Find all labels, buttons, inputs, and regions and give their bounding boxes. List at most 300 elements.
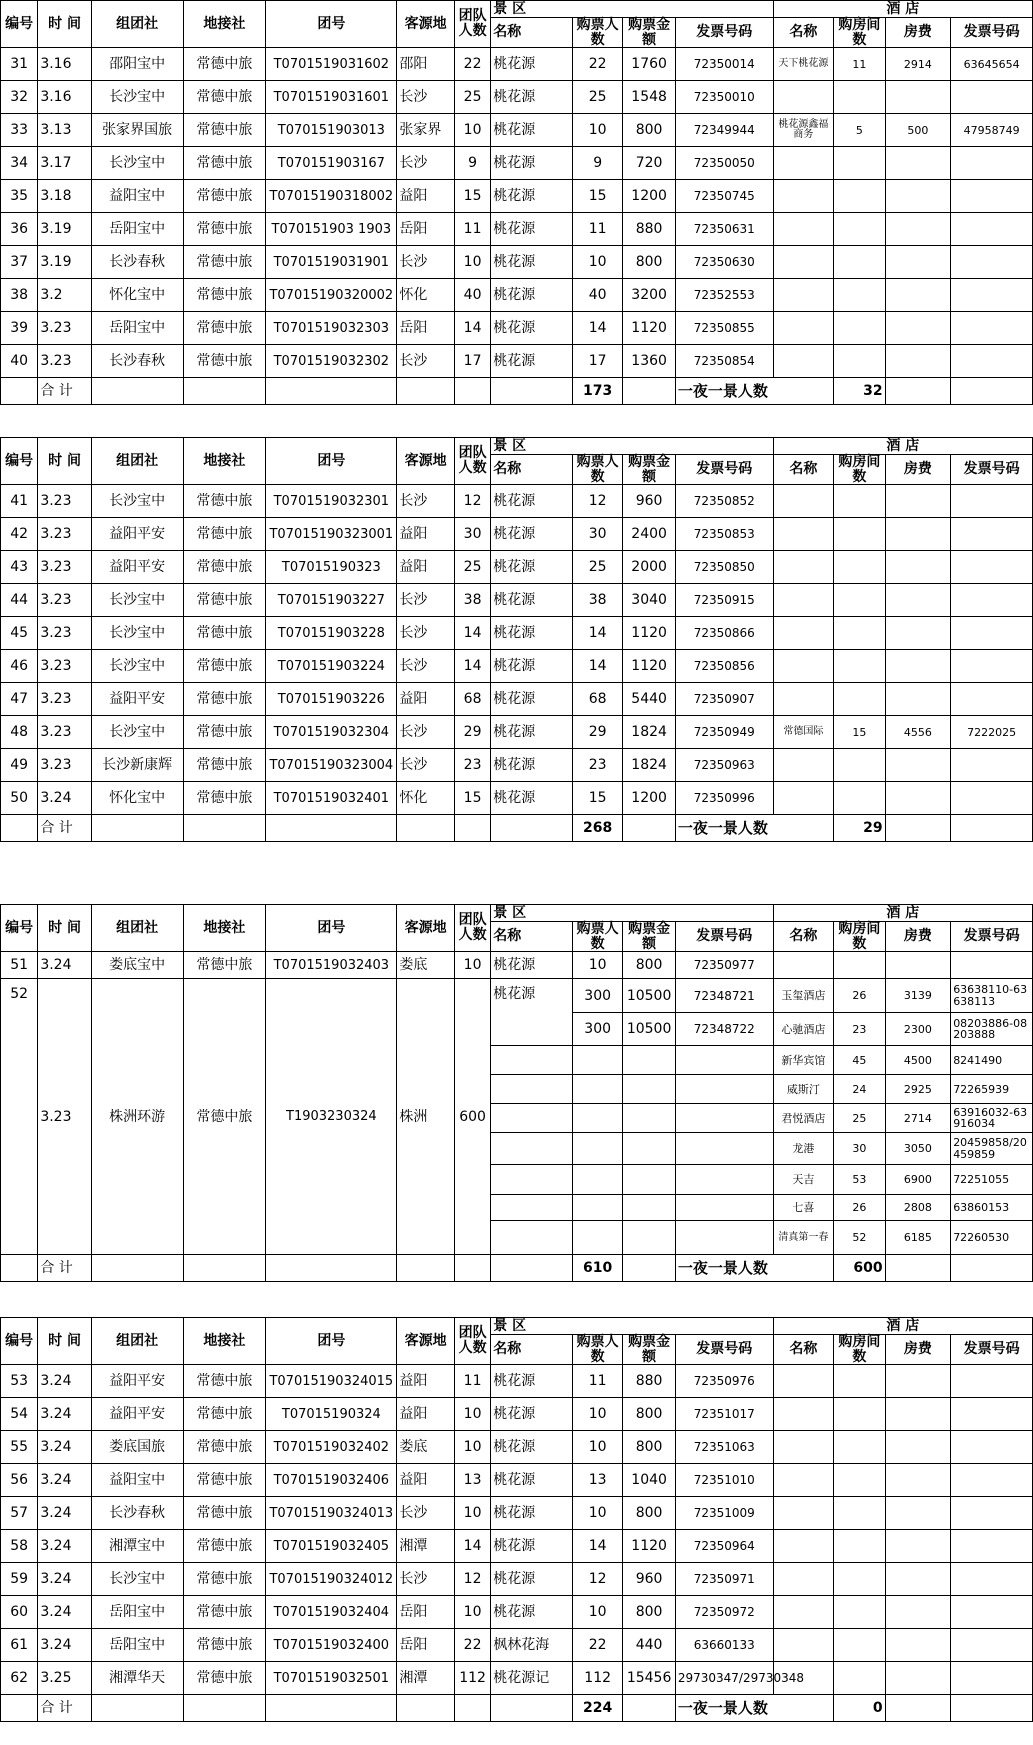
row-fee xyxy=(885,518,951,551)
row-invoice: 72350964 xyxy=(675,1530,773,1563)
row-invoice: 72350856 xyxy=(675,650,773,683)
table-row xyxy=(1,518,1033,551)
row-org: 益阳宝中 xyxy=(91,1464,183,1497)
cell xyxy=(266,378,397,405)
row-hotel-invoice: 72260530 xyxy=(951,1221,1033,1255)
row-hotel-name xyxy=(773,1629,834,1662)
row-hotel-invoice xyxy=(951,180,1033,213)
row-rooms xyxy=(834,1431,885,1464)
row-no: 36 xyxy=(1,213,38,246)
row-size: 10 xyxy=(454,114,490,147)
row-hotel-invoice xyxy=(951,683,1033,716)
row-fee: 6185 xyxy=(885,1221,951,1255)
row-date: 3.19 xyxy=(38,246,91,279)
header-no: 编号 xyxy=(1,1318,38,1365)
row-fee xyxy=(885,246,951,279)
row-org: 长沙宝中 xyxy=(91,716,183,749)
cell xyxy=(572,1165,622,1195)
header-hotel-invoice: 发票号码 xyxy=(951,455,1033,485)
row-recv: 常德中旅 xyxy=(183,246,266,279)
table-row xyxy=(1,1563,1033,1596)
row-hotel-name xyxy=(773,683,834,716)
row-hotel-invoice: 72265939 xyxy=(951,1075,1033,1104)
row-recv: 常德中旅 xyxy=(183,81,266,114)
row-date: 3.23 xyxy=(38,345,91,378)
row-size: 10 xyxy=(454,952,490,979)
row-fee xyxy=(885,1431,951,1464)
row-recv: 常德中旅 xyxy=(183,147,266,180)
row-recv: 常德中旅 xyxy=(183,979,266,1255)
table-row xyxy=(1,279,1033,312)
row-src: 益阳 xyxy=(397,551,455,584)
row-invoice: 72351010 xyxy=(675,1464,773,1497)
row-size: 22 xyxy=(454,48,490,81)
row-invoice: 72348722 xyxy=(675,1013,773,1046)
row-amount: 10500 xyxy=(623,979,675,1013)
row-fee: 2714 xyxy=(885,1104,951,1133)
row-size: 38 xyxy=(454,584,490,617)
cell xyxy=(675,1104,773,1133)
row-hotel-invoice xyxy=(951,246,1033,279)
row-hotel-name xyxy=(773,1530,834,1563)
row-rooms xyxy=(834,1662,885,1695)
row-rooms xyxy=(834,782,885,815)
row-tickets: 14 xyxy=(572,650,622,683)
row-invoice: 72348721 xyxy=(675,979,773,1013)
header-recv: 地接社 xyxy=(183,438,266,485)
cell xyxy=(266,1255,397,1282)
table-row xyxy=(1,213,1033,246)
row-scenic: 桃花源 xyxy=(491,782,573,815)
row-recv: 常德中旅 xyxy=(183,782,266,815)
row-invoice: 72350745 xyxy=(675,180,773,213)
cell xyxy=(675,1133,773,1165)
row-rooms xyxy=(834,485,885,518)
row-rooms xyxy=(834,683,885,716)
row-date: 3.16 xyxy=(38,48,91,81)
table-row xyxy=(1,650,1033,683)
row-no: 50 xyxy=(1,782,38,815)
row-amount: 3200 xyxy=(623,279,675,312)
cell xyxy=(266,1695,397,1722)
row-org: 益阳宝中 xyxy=(91,180,183,213)
cell xyxy=(183,1695,266,1722)
cell xyxy=(572,1133,622,1165)
row-no: 57 xyxy=(1,1497,38,1530)
row-org: 娄底宝中 xyxy=(91,952,183,979)
row-scenic: 桃花源 xyxy=(491,1464,573,1497)
row-hotel-invoice xyxy=(951,952,1033,979)
row-hotel-name xyxy=(773,518,834,551)
cell xyxy=(454,1695,490,1722)
table-row xyxy=(1,81,1033,114)
header-scenic: 景 区 xyxy=(491,438,773,455)
header-size: 团队人数 xyxy=(454,905,490,952)
row-fee xyxy=(885,1563,951,1596)
row-tickets: 13 xyxy=(572,1464,622,1497)
row-hotel-name xyxy=(773,584,834,617)
row-rooms xyxy=(834,749,885,782)
row-size: 10 xyxy=(454,1497,490,1530)
header-src: 客源地 xyxy=(397,438,455,485)
row-tickets: 17 xyxy=(572,345,622,378)
cell xyxy=(91,815,183,842)
row-invoice: 72351017 xyxy=(675,1398,773,1431)
row-no: 33 xyxy=(1,114,38,147)
row-recv: 常德中旅 xyxy=(183,345,266,378)
row-tickets: 14 xyxy=(572,312,622,345)
cell xyxy=(91,1255,183,1282)
row-no: 60 xyxy=(1,1596,38,1629)
table-row xyxy=(1,749,1033,782)
row-rooms: 25 xyxy=(834,1104,885,1133)
total-tickets: 173 xyxy=(572,378,622,405)
row-org: 株洲环游 xyxy=(91,979,183,1255)
row-hotel-name: 常德国际 xyxy=(773,716,834,749)
row-date: 3.16 xyxy=(38,81,91,114)
row-scenic: 桃花源 xyxy=(491,716,573,749)
row-scenic: 桃花源 xyxy=(491,48,573,81)
row-src: 湘潭 xyxy=(397,1662,455,1695)
row-hotel-name: 新华宾馆 xyxy=(773,1046,834,1075)
header-hotel-name: 名称 xyxy=(773,455,834,485)
row-recv: 常德中旅 xyxy=(183,584,266,617)
row-scenic xyxy=(491,1165,573,1195)
row-fee: 4500 xyxy=(885,1046,951,1075)
row-group: T0701519032403 xyxy=(266,952,397,979)
header-invoice: 发票号码 xyxy=(675,455,773,485)
row-hotel-invoice xyxy=(951,1431,1033,1464)
row-date: 3.23 xyxy=(38,584,91,617)
row-no: 39 xyxy=(1,312,38,345)
row-amount: 440 xyxy=(623,1629,675,1662)
row-src: 益阳 xyxy=(397,1365,455,1398)
total-label: 合 计 xyxy=(38,1695,91,1722)
row-hotel-name xyxy=(773,749,834,782)
row-amount: 1200 xyxy=(623,782,675,815)
row-scenic: 桃花源 xyxy=(491,312,573,345)
row-src: 益阳 xyxy=(397,180,455,213)
row-src: 益阳 xyxy=(397,683,455,716)
cell xyxy=(572,1104,622,1133)
row-fee xyxy=(885,584,951,617)
row-scenic: 桃花源 xyxy=(491,584,573,617)
cell xyxy=(91,1695,183,1722)
row-hotel-invoice: 63860153 xyxy=(951,1195,1033,1221)
cell xyxy=(491,1695,573,1722)
row-hotel-invoice xyxy=(951,279,1033,312)
row-date: 3.2 xyxy=(38,279,91,312)
header-org: 组团社 xyxy=(91,438,183,485)
row-invoice: 72350971 xyxy=(675,1563,773,1596)
row-rooms: 45 xyxy=(834,1046,885,1075)
row-recv: 常德中旅 xyxy=(183,279,266,312)
row-amount: 1120 xyxy=(623,617,675,650)
total-row xyxy=(1,1255,1033,1282)
row-size: 10 xyxy=(454,1398,490,1431)
row-rooms: 5 xyxy=(834,114,885,147)
row-hotel-name xyxy=(773,1365,834,1398)
row-tickets: 112 xyxy=(572,1662,622,1695)
row-hotel-invoice: 63638110-63638113 xyxy=(951,979,1033,1013)
header-scenic: 景 区 xyxy=(491,1318,773,1335)
row-size: 25 xyxy=(454,81,490,114)
row-recv: 常德中旅 xyxy=(183,1596,266,1629)
row-scenic: 桃花源 xyxy=(491,1365,573,1398)
row-fee xyxy=(885,81,951,114)
row-hotel-name: 天吉 xyxy=(773,1165,834,1195)
row-size: 11 xyxy=(454,213,490,246)
row-recv: 常德中旅 xyxy=(183,650,266,683)
header-hotel-invoice: 发票号码 xyxy=(951,1335,1033,1365)
row-recv: 常德中旅 xyxy=(183,1431,266,1464)
row-date: 3.24 xyxy=(38,1398,91,1431)
row-size: 17 xyxy=(454,345,490,378)
row-src: 长沙 xyxy=(397,749,455,782)
row-scenic: 桃花源 xyxy=(491,1530,573,1563)
table-row xyxy=(1,683,1033,716)
row-date: 3.24 xyxy=(38,1365,91,1398)
row-size: 112 xyxy=(454,1662,490,1695)
cell xyxy=(1,815,38,842)
header-amount: 购票金额 xyxy=(623,455,675,485)
row-recv: 常德中旅 xyxy=(183,312,266,345)
row-amount: 800 xyxy=(623,1398,675,1431)
row-size: 29 xyxy=(454,716,490,749)
header-size: 团队人数 xyxy=(454,1,490,48)
cell xyxy=(951,1695,1033,1722)
row-no: 35 xyxy=(1,180,38,213)
row-hotel-invoice xyxy=(951,617,1033,650)
row-invoice: 72350949 xyxy=(675,716,773,749)
section-table-4 xyxy=(0,1317,1033,1722)
row-size: 68 xyxy=(454,683,490,716)
row-no: 40 xyxy=(1,345,38,378)
row-fee: 3050 xyxy=(885,1133,951,1165)
row-scenic xyxy=(491,1133,573,1165)
total-tickets: 268 xyxy=(572,815,622,842)
header-hotel-invoice: 发票号码 xyxy=(951,18,1033,48)
header-hotel: 酒 店 xyxy=(773,1,1032,18)
row-hotel-name: 威斯汀 xyxy=(773,1075,834,1104)
cell xyxy=(951,1255,1033,1282)
cell xyxy=(397,1255,455,1282)
row-src: 益阳 xyxy=(397,1398,455,1431)
row-invoice: 72351009 xyxy=(675,1497,773,1530)
row-hotel-name xyxy=(773,213,834,246)
row-recv: 常德中旅 xyxy=(183,1398,266,1431)
row-group: T0701519032401 xyxy=(266,782,397,815)
row-hotel-invoice: 63645654 xyxy=(951,48,1033,81)
cell xyxy=(183,815,266,842)
row-src: 长沙 xyxy=(397,650,455,683)
total-row xyxy=(1,1695,1033,1722)
cell xyxy=(885,378,951,405)
row-date: 3.23 xyxy=(38,749,91,782)
row-no: 45 xyxy=(1,617,38,650)
cell xyxy=(623,1046,675,1075)
row-group: T070151903227 xyxy=(266,584,397,617)
table-row xyxy=(1,345,1033,378)
row-fee xyxy=(885,312,951,345)
row-invoice: 72350915 xyxy=(675,584,773,617)
cell xyxy=(572,1046,622,1075)
table-row xyxy=(1,1596,1033,1629)
row-group: T07015190323 xyxy=(266,551,397,584)
row-hotel-invoice xyxy=(951,518,1033,551)
cell xyxy=(885,815,951,842)
row-tickets: 300 xyxy=(572,1013,622,1046)
row-size: 600 xyxy=(454,979,490,1255)
row-recv: 常德中旅 xyxy=(183,1629,266,1662)
row-rooms: 52 xyxy=(834,1221,885,1255)
row-rooms xyxy=(834,1563,885,1596)
row-rooms xyxy=(834,1629,885,1662)
cell xyxy=(491,378,573,405)
row-hotel-invoice: 47958749 xyxy=(951,114,1033,147)
row-src: 邵阳 xyxy=(397,48,455,81)
row-group: T07015190323004 xyxy=(266,749,397,782)
row-no: 61 xyxy=(1,1629,38,1662)
header-date: 时 间 xyxy=(38,1,91,48)
row-date: 3.24 xyxy=(38,1596,91,1629)
row-rooms xyxy=(834,1530,885,1563)
row-hotel-invoice xyxy=(951,584,1033,617)
row-size: 30 xyxy=(454,518,490,551)
row-no: 47 xyxy=(1,683,38,716)
row-size: 40 xyxy=(454,279,490,312)
row-scenic: 桃花源 xyxy=(491,485,573,518)
row-recv: 常德中旅 xyxy=(183,1464,266,1497)
row-invoice: 72350963 xyxy=(675,749,773,782)
row-group: T0701519032304 xyxy=(266,716,397,749)
row-hotel-name xyxy=(773,345,834,378)
row-rooms xyxy=(834,279,885,312)
row-scenic: 桃花源 xyxy=(491,213,573,246)
cell xyxy=(491,815,573,842)
row-group: T07015190324015 xyxy=(266,1365,397,1398)
header-scenic-name: 名称 xyxy=(491,922,573,952)
row-src: 株洲 xyxy=(397,979,455,1255)
cell xyxy=(675,1046,773,1075)
row-no: 41 xyxy=(1,485,38,518)
row-group: T0701519032501 xyxy=(266,1662,397,1695)
cell xyxy=(885,1695,951,1722)
table-row xyxy=(1,48,1033,81)
row-hotel-invoice xyxy=(951,1464,1033,1497)
header-date: 时 间 xyxy=(38,1318,91,1365)
row-rooms xyxy=(834,246,885,279)
header-group: 团号 xyxy=(266,905,397,952)
row-hotel-invoice xyxy=(951,213,1033,246)
row-src: 岳阳 xyxy=(397,213,455,246)
row-fee: 2808 xyxy=(885,1195,951,1221)
row-date: 3.24 xyxy=(38,782,91,815)
cell xyxy=(675,1165,773,1195)
row-recv: 常德中旅 xyxy=(183,48,266,81)
header-amount: 购票金额 xyxy=(623,922,675,952)
row-recv: 常德中旅 xyxy=(183,617,266,650)
row-org: 长沙宝中 xyxy=(91,485,183,518)
row-invoice: 72350854 xyxy=(675,345,773,378)
row-size: 10 xyxy=(454,246,490,279)
row-rooms xyxy=(834,1464,885,1497)
row-scenic: 桃花源 xyxy=(491,979,573,1046)
total-label: 合 计 xyxy=(38,378,91,405)
row-fee: 3139 xyxy=(885,979,951,1013)
header-tickets: 购票人数 xyxy=(572,455,622,485)
table-row xyxy=(1,1530,1033,1563)
row-hotel-name: 玉玺酒店 xyxy=(773,979,834,1013)
row-hotel-invoice xyxy=(951,485,1033,518)
row-invoice: 72351063 xyxy=(675,1431,773,1464)
row-org: 长沙春秋 xyxy=(91,246,183,279)
row-rooms xyxy=(834,1596,885,1629)
row-org: 娄底国旅 xyxy=(91,1431,183,1464)
row-group: T0701519032404 xyxy=(266,1596,397,1629)
row-scenic xyxy=(491,1195,573,1221)
row-size: 12 xyxy=(454,485,490,518)
row-tickets: 300 xyxy=(572,979,622,1013)
row-invoice: 72350630 xyxy=(675,246,773,279)
row-src: 长沙 xyxy=(397,81,455,114)
table-row xyxy=(1,246,1033,279)
header-row-1 xyxy=(1,1318,1033,1335)
row-org: 湘潭华天 xyxy=(91,1662,183,1695)
row-scenic: 桃花源 xyxy=(491,1497,573,1530)
row-amount: 960 xyxy=(623,1563,675,1596)
row-amount: 1824 xyxy=(623,716,675,749)
row-recv: 常德中旅 xyxy=(183,1497,266,1530)
row-rooms: 30 xyxy=(834,1133,885,1165)
row-date: 3.24 xyxy=(38,1629,91,1662)
row-hotel-name xyxy=(773,1497,834,1530)
row-hotel-name xyxy=(773,312,834,345)
row-amount: 960 xyxy=(623,485,675,518)
cell xyxy=(491,1255,573,1282)
row-src: 怀化 xyxy=(397,782,455,815)
table-row xyxy=(1,1464,1033,1497)
row-group: T0701519032302 xyxy=(266,345,397,378)
row-org: 张家界国旅 xyxy=(91,114,183,147)
row-hotel-invoice: 72251055 xyxy=(951,1165,1033,1195)
cell xyxy=(623,815,675,842)
header-org: 组团社 xyxy=(91,1318,183,1365)
row-no: 52 xyxy=(1,979,38,1255)
row-amount: 1200 xyxy=(623,180,675,213)
row-recv: 常德中旅 xyxy=(183,952,266,979)
row-no: 53 xyxy=(1,1365,38,1398)
row-scenic: 桃花源 xyxy=(491,650,573,683)
row-scenic: 桃花源 xyxy=(491,683,573,716)
night-count: 29 xyxy=(834,815,885,842)
row-no: 54 xyxy=(1,1398,38,1431)
row-recv: 常德中旅 xyxy=(183,180,266,213)
row-hotel-name xyxy=(773,782,834,815)
header-no: 编号 xyxy=(1,1,38,48)
row-hotel-invoice xyxy=(951,551,1033,584)
table-row xyxy=(1,1398,1033,1431)
row-tickets: 25 xyxy=(572,81,622,114)
row-rooms: 24 xyxy=(834,1075,885,1104)
cell xyxy=(623,1695,675,1722)
row-recv: 常德中旅 xyxy=(183,1563,266,1596)
row-rooms: 11 xyxy=(834,48,885,81)
total-label: 合 计 xyxy=(38,815,91,842)
row-recv: 常德中旅 xyxy=(183,1530,266,1563)
row-tickets: 10 xyxy=(572,1497,622,1530)
header-hotel-invoice: 发票号码 xyxy=(951,922,1033,952)
